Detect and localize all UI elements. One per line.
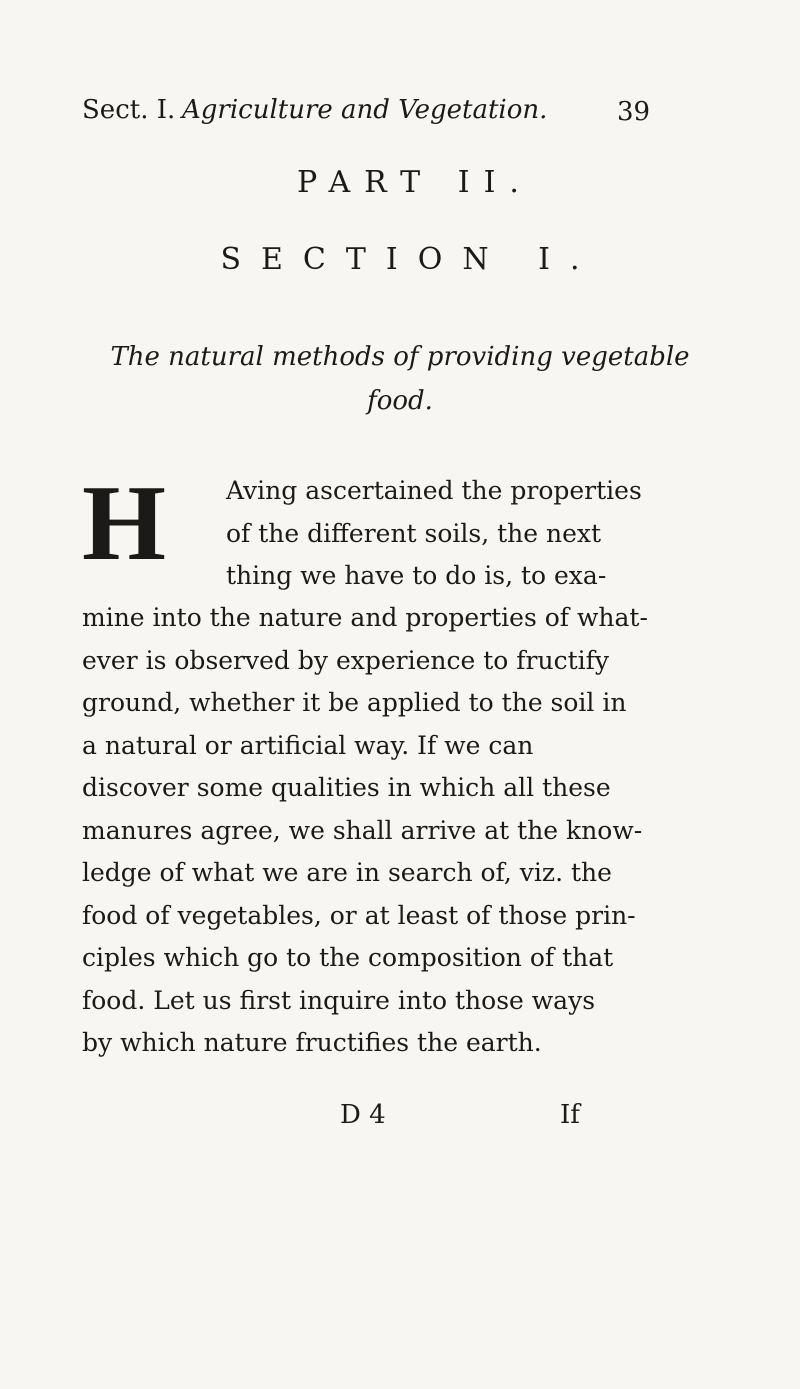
text-line: mine into the nature and properties of what-: [82, 603, 648, 632]
catchword: If: [560, 1100, 580, 1130]
paragraph-opening: [226, 470, 686, 598]
page-number: 39: [617, 97, 651, 127]
text-line: manures agree, we shall arrive at the know-: [82, 815, 643, 845]
text-line: ground, whether it be applied to the soil in: [82, 688, 627, 717]
text-line: food of vegetables, or at least of those prin-: [82, 900, 636, 930]
header-title: Agriculture and Vegetation.: [182, 95, 548, 125]
drop-cap: H: [82, 464, 167, 583]
text-line: ciples which go to the composition of that: [82, 943, 614, 972]
section-subtitle: The natural methods of providing vegetable food.: [110, 342, 690, 416]
text-line: discover some qualities in which all these: [82, 773, 611, 802]
text-line: a natural or artificial way. If we can: [82, 730, 534, 760]
text-line: ever is observed by experience to fructify: [82, 645, 610, 675]
section-heading: SECTION I.: [220, 242, 600, 277]
text-line: ledge of what we are in search of, viz. the: [82, 858, 612, 887]
text-line: of the different soils, the next: [226, 518, 602, 548]
paragraph-body: [82, 597, 692, 1065]
text-line: food. Let us first inquire into those ways: [82, 985, 596, 1015]
header-section: Sect. I.: [82, 95, 176, 125]
signature-mark: D 4: [340, 1100, 386, 1130]
part-heading: PART II.: [297, 165, 533, 200]
text-line: by which nature fructifies the earth.: [82, 1028, 542, 1057]
text-line: thing we have to do is, to exa-: [226, 561, 607, 590]
text-line: Aving ascertained the properties: [226, 476, 642, 505]
running-header: [82, 95, 682, 135]
